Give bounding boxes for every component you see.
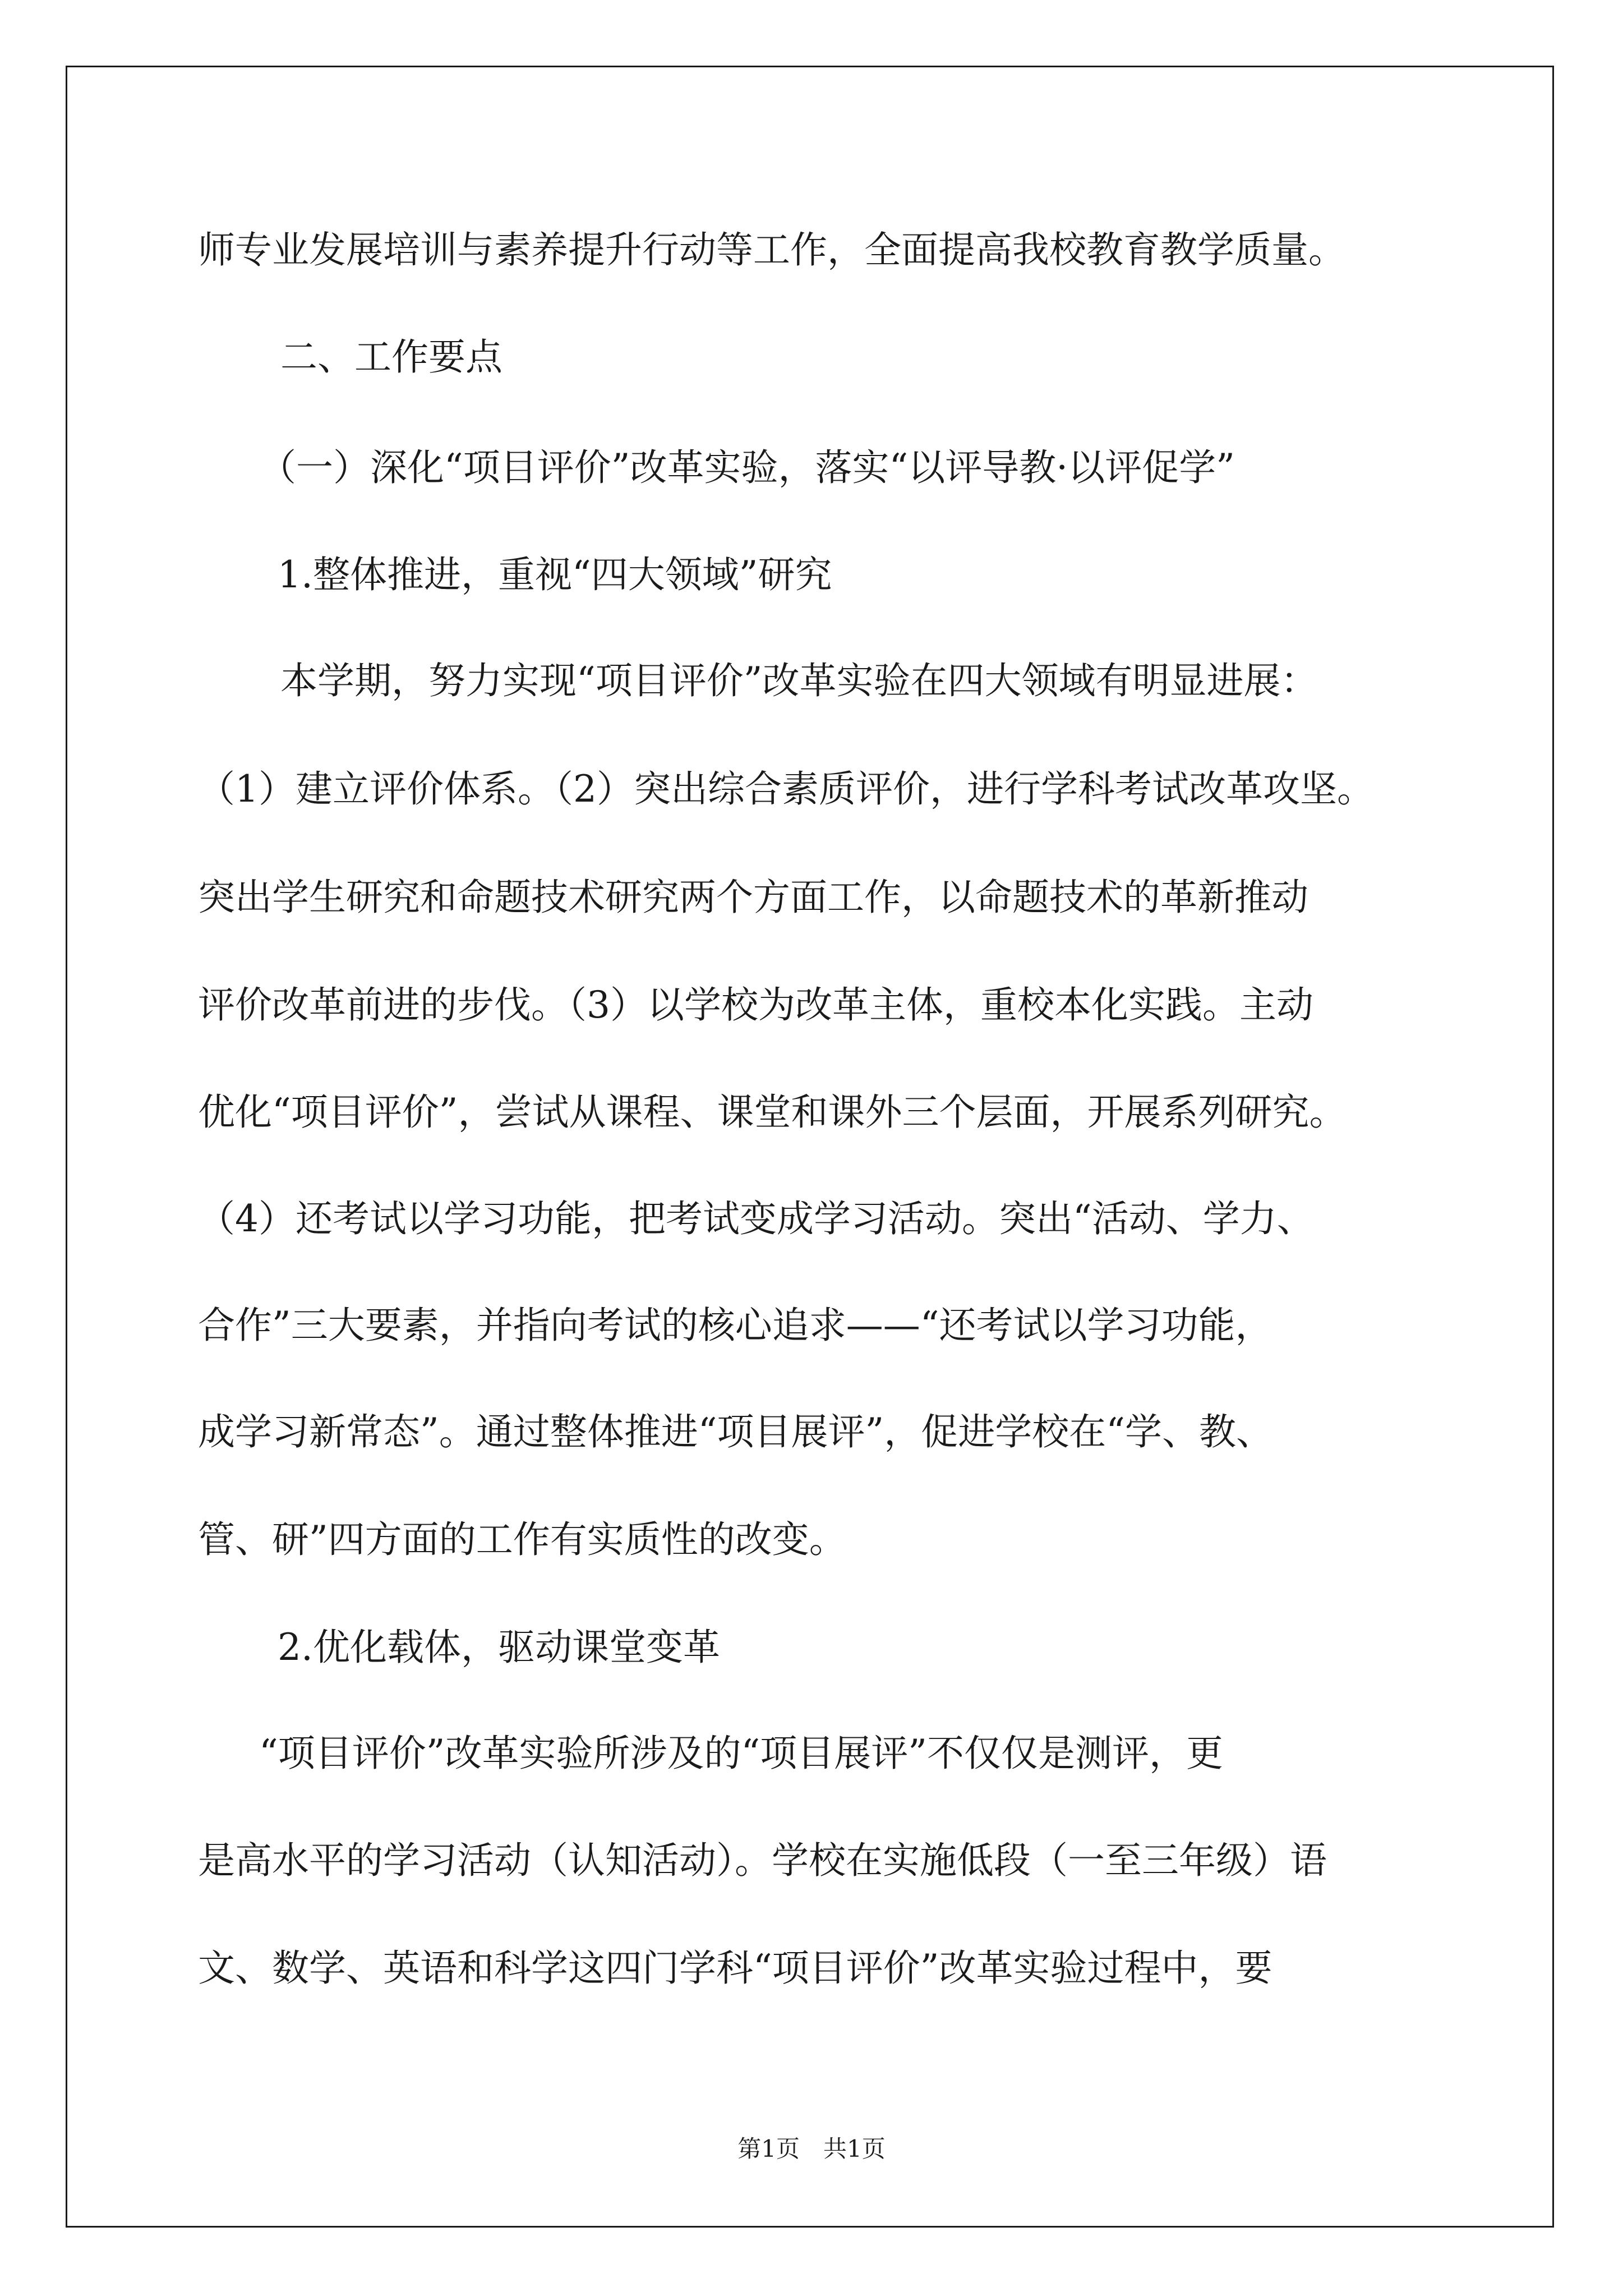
paragraph-line: 管、研”四方面的工作有实质性的改变。	[198, 1518, 846, 1561]
paragraph-line: 是高水平的学习活动（认知活动）。学校在实施低段（一至三年级）语	[198, 1839, 1327, 1882]
item-heading: 1.整体推进，重视“四大领域”研究	[278, 553, 832, 596]
paragraph-line: 合作”三大要素，并指向考试的核心追求——“还考试以学习功能，	[198, 1304, 1272, 1347]
section-heading: 二、工作要点	[280, 335, 502, 379]
paragraph-line: 本学期，努力实现“项目评价”改革实验在四大领域有明显进展：	[280, 659, 1318, 702]
paragraph-line: “项目评价”改革实验所涉及的“项目展评”不仅仅是测评，更	[259, 1732, 1223, 1775]
item-heading: 2.优化载体，驱动课堂变革	[278, 1626, 720, 1669]
paragraph-line: 优化“项目评价”，尝试从课程、课堂和课外三个层面，开展系列研究。	[198, 1091, 1347, 1134]
paragraph-line: 师专业发展培训与素养提升行动等工作，全面提高我校教育教学质量。	[198, 228, 1345, 272]
page-border	[66, 66, 1554, 2228]
paragraph-line: （1）建立评价体系。（2）突出综合素质评价，进行学科考试改革攻坚。	[198, 767, 1374, 811]
page-number: 第1页 共1页	[737, 2135, 886, 2162]
paragraph-line: 成学习新常态”。通过整体推进“项目展评”，促进学校在“学、教、	[198, 1410, 1273, 1453]
subsection-heading: （一）深化“项目评价”改革实验，落实“以评导教·以评促学”	[259, 446, 1235, 489]
paragraph-line: （4）还考试以学习功能，把考试变成学习活动。突出“活动、学力、	[198, 1197, 1314, 1240]
paragraph-line: 文、数学、英语和科学这四门学科“项目评价”改革实验过程中，要	[198, 1947, 1272, 1990]
paragraph-line: 突出学生研究和命题技术研究两个方面工作，以命题技术的革新推动	[198, 876, 1308, 919]
paragraph-line: 评价改革前进的步伐。（3）以学校为改革主体，重校本化实践。主动	[198, 983, 1313, 1027]
